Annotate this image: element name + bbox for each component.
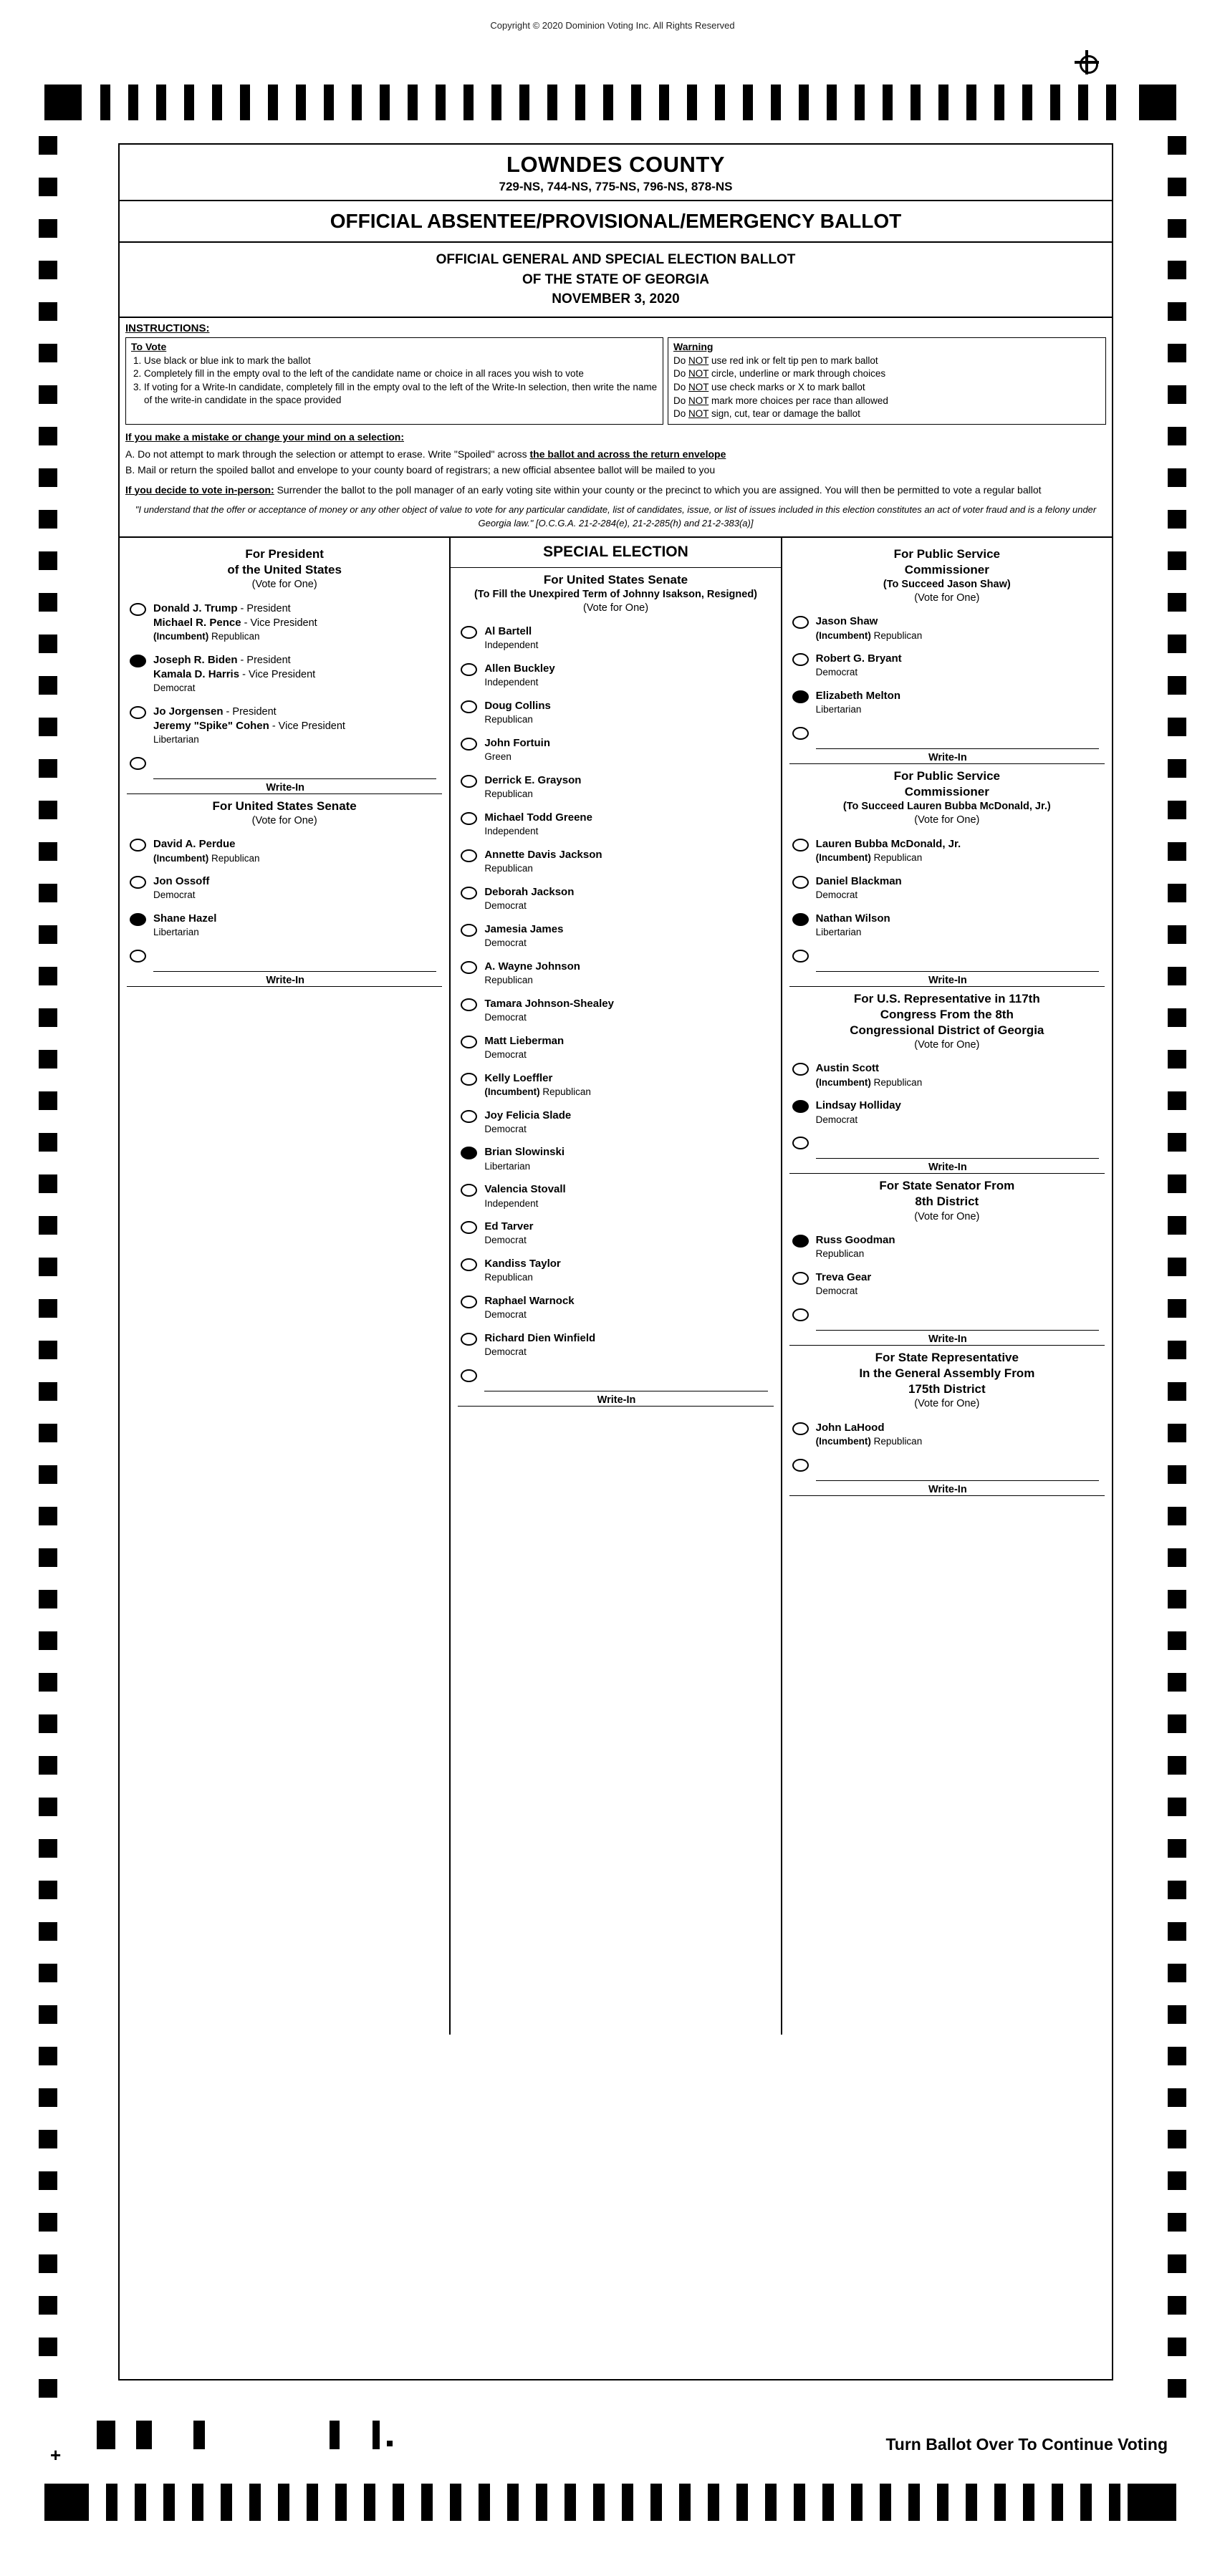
vote-oval[interactable]	[461, 1296, 477, 1308]
ballot-frame	[118, 143, 1113, 2380]
turn-ballot-over-text: Turn Ballot Over To Continue Voting	[885, 2435, 1168, 2454]
to-vote-title: To Vote	[131, 340, 167, 352]
write-in-line[interactable]	[816, 1459, 1099, 1481]
contest-title: For United States Senate (Vote for One)	[212, 799, 357, 826]
warning-item: Do NOT circle, underline or mark through choices	[673, 368, 886, 380]
contest-title: For Public Service Commissioner (To Succeed Jason Shaw) (Vote for One)	[883, 546, 1011, 604]
vote-oval[interactable]	[792, 616, 809, 629]
candidate-text: Brian Slowinski Libertarian	[484, 1146, 565, 1172]
candidate-text: Lauren Bubba McDonald, Jr. (Incumbent) Republican	[815, 837, 961, 863]
contest-title: For Public Service Commissioner (To Succeed Lauren Bubba McDonald, Jr.) (Vote for One)	[842, 769, 1051, 826]
write-in-block[interactable]	[789, 1304, 1105, 1345]
vote-oval[interactable]	[130, 876, 146, 889]
write-in-line[interactable]	[153, 950, 436, 972]
candidate-option[interactable]	[458, 1029, 773, 1066]
candidate-option[interactable]	[789, 1056, 1105, 1094]
candidate-option[interactable]	[458, 843, 773, 880]
write-in-label: Write-In	[928, 974, 967, 986]
candidate-option[interactable]	[458, 1252, 773, 1289]
vote-oval[interactable]	[461, 1110, 477, 1123]
write-in-block[interactable]	[789, 1455, 1105, 1495]
warning-title: Warning	[673, 340, 714, 352]
vote-oval[interactable]	[461, 1184, 477, 1197]
write-in-label: Write-In	[928, 752, 967, 764]
voter-fraud-affirmation: "I understand that the offer or acceptance of money or any other object of value to vote for any particular candidate, list of candidates, issue, or list of issues included in this election constitutes an act of voter fraud and is a felony under Georgia law." [O.C.G.A. 21-2-284(e), 21-2-285(h) and 21-2-383(a)]	[135, 504, 1097, 529]
to-vote-steps	[131, 354, 658, 407]
candidate-text: John LaHood (Incumbent) Republican	[815, 1421, 923, 1447]
mistake-option-b: B. Mail or return the spoiled ballot and envelope to your county board of registrars; a new official absentee ballot will be mailed to you	[125, 463, 716, 476]
contest-psc-shaw	[789, 542, 1105, 764]
ballot-column-2	[451, 538, 782, 2035]
contest-state-senate-8	[789, 1174, 1105, 1346]
candidate-text: Austin Scott (Incumbent) Republican	[815, 1062, 923, 1088]
candidate-list	[789, 832, 1105, 945]
candidate-option[interactable]	[458, 694, 773, 731]
ballot-column-1	[120, 538, 451, 2035]
vote-oval-filled[interactable]	[792, 1100, 809, 1113]
contest-title: For United States Senate (To Fill the Unexpired Term of Johnny Isakson, Resigned) (Vote for One)	[474, 572, 758, 614]
ballot-header	[120, 145, 1112, 201]
candidate-option[interactable]	[458, 1066, 773, 1104]
vote-oval[interactable]	[461, 738, 477, 751]
vote-oval[interactable]	[461, 1369, 477, 1382]
vote-oval[interactable]	[792, 727, 809, 740]
candidate-option[interactable]	[458, 992, 773, 1029]
write-in-label: Write-In	[928, 1333, 967, 1345]
warning-box	[668, 337, 1106, 425]
contest-us-senate-special	[458, 568, 773, 1407]
election-date: NOVEMBER 3, 2020	[552, 291, 680, 307]
candidate-text: Kandiss Taylor Republican	[484, 1258, 561, 1283]
vote-oval[interactable]	[792, 950, 809, 963]
candidate-text: Russ Goodman Republican	[815, 1234, 895, 1260]
copyright-notice: Copyright © 2020 Dominion Voting Inc. All Rights Reserved	[490, 20, 735, 31]
candidate-option[interactable]	[458, 619, 773, 657]
candidate-option[interactable]	[127, 597, 442, 648]
vote-oval[interactable]	[792, 1272, 809, 1285]
write-in-line[interactable]	[816, 727, 1099, 749]
candidate-option[interactable]	[458, 1104, 773, 1141]
candidate-text: Al Bartell Independent	[484, 625, 539, 651]
vote-oval[interactable]	[461, 1036, 477, 1048]
candidate-text: Michael Todd Greene Independent	[484, 811, 592, 837]
election-title-block	[120, 243, 1112, 318]
vote-oval-filled[interactable]	[792, 913, 809, 926]
warning-item: Do NOT use red ink or felt tip pen to mark ballot	[673, 354, 878, 366]
left-timing-marks	[39, 136, 57, 2399]
contest-title: For State Senator From 8th District (Vote for One)	[879, 1179, 1015, 1222]
contest-us-house-8	[789, 987, 1105, 1174]
candidate-text: Annette Davis Jackson Republican	[484, 848, 602, 874]
write-in-line[interactable]	[484, 1369, 767, 1391]
candidate-option[interactable]	[127, 869, 442, 907]
write-in-line[interactable]	[816, 1137, 1099, 1159]
candidate-option[interactable]	[458, 768, 773, 806]
candidate-text: Richard Dien Winfield Democrat	[484, 1332, 596, 1358]
write-in-block[interactable]	[789, 945, 1105, 986]
candidate-text: Kelly Loeffler (Incumbent) Republican	[484, 1071, 591, 1097]
candidate-option[interactable]	[458, 1215, 773, 1252]
candidate-option[interactable]	[458, 806, 773, 843]
in-person-title: If you decide to vote in-person:	[125, 483, 274, 496]
vote-oval[interactable]	[461, 924, 477, 937]
candidate-text: Raphael Warnock Democrat	[484, 1295, 575, 1321]
vote-oval[interactable]	[461, 663, 477, 676]
candidate-option[interactable]	[789, 907, 1105, 944]
vote-oval[interactable]	[461, 775, 477, 788]
vote-oval[interactable]	[461, 961, 477, 974]
candidate-text: Jo Jorgensen - President Jeremy "Spike" Cohen - Vice President Libertarian	[153, 705, 345, 745]
candidate-option[interactable]	[458, 955, 773, 992]
warning-item: Do NOT mark more choices per race than allowed	[673, 395, 888, 406]
registration-mark	[1075, 50, 1099, 74]
candidate-text: Donald J. Trump - President Michael R. Pence - Vice President (Incumbent) Republican	[153, 602, 317, 642]
vote-oval[interactable]	[461, 626, 477, 639]
write-in-label: Write-In	[928, 1483, 967, 1495]
candidate-list	[127, 597, 442, 753]
warning-list	[673, 354, 1100, 421]
vote-oval[interactable]	[792, 1063, 809, 1076]
contest-psc-mcdonald	[789, 764, 1105, 986]
election-title-line1: OFFICIAL GENERAL AND SPECIAL ELECTION BALLOT	[436, 252, 796, 267]
candidate-option[interactable]	[458, 731, 773, 768]
candidate-list	[789, 1056, 1105, 1132]
right-timing-marks	[1168, 136, 1186, 2399]
ballot-columns	[120, 538, 1112, 2035]
write-in-label: Write-In	[597, 1394, 636, 1407]
vote-oval[interactable]	[461, 887, 477, 899]
candidate-list	[458, 619, 773, 1365]
candidate-text: Tamara Johnson-Shealey Democrat	[484, 997, 614, 1023]
candidate-option[interactable]	[458, 917, 773, 955]
candidate-text: Ed Tarver Democrat	[484, 1220, 534, 1246]
vote-oval[interactable]	[792, 876, 809, 889]
candidate-list	[789, 1228, 1105, 1304]
candidate-option[interactable]	[789, 684, 1105, 721]
candidate-option[interactable]	[458, 1140, 773, 1177]
instructions-title: INSTRUCTIONS:	[125, 322, 210, 334]
warning-item: Do NOT use check marks or X to mark ballot	[673, 381, 865, 392]
candidate-text: Elizabeth Melton Libertarian	[815, 690, 900, 715]
write-in-block[interactable]	[127, 945, 442, 986]
candidate-list	[127, 832, 442, 945]
bottom-timing-marks	[44, 2484, 1176, 2521]
vote-oval[interactable]	[461, 1221, 477, 1234]
vote-oval[interactable]	[461, 812, 477, 825]
county-name: LOWNDES COUNTY	[506, 152, 725, 177]
candidate-text: Nathan Wilson Libertarian	[815, 912, 890, 937]
vote-oval[interactable]	[130, 706, 146, 719]
candidate-text: Valencia Stovall Independent	[484, 1183, 566, 1209]
vote-oval[interactable]	[461, 1073, 477, 1086]
contest-us-senate-regular	[127, 794, 442, 987]
candidate-text: Deborah Jackson Democrat	[484, 885, 575, 912]
instructions-block	[120, 318, 1112, 538]
vote-oval[interactable]	[792, 1308, 809, 1321]
candidate-option[interactable]	[789, 609, 1105, 647]
mistake-instructions	[125, 430, 1106, 478]
vote-oval[interactable]	[461, 998, 477, 1011]
candidate-option[interactable]	[789, 869, 1105, 907]
contest-title: For State Representative In the General Assembly From 175th District (Vote for One)	[859, 1350, 1035, 1410]
vote-oval-filled[interactable]	[792, 1235, 809, 1248]
in-person-text: Surrender the ballot to the poll manager of an early voting site within your county or the precinct to which you are assigned. You will then be permitted to vote a regular ballot	[274, 483, 1042, 496]
candidate-text: Jamesia James Democrat	[484, 922, 564, 948]
contest-state-rep-175	[789, 1346, 1105, 1496]
to-vote-step: 3. If voting for a Write-In candidate, completely fill in the empty oval to the left of the Write-In selection, then write the name of the write-in candidate in the space provided	[144, 381, 658, 407]
candidate-option[interactable]	[458, 1289, 773, 1326]
in-person-instructions	[125, 483, 1106, 498]
ballot-column-3	[782, 538, 1112, 2035]
contest-title: For U.S. Representative in 117th Congress From the 8th Congressional District of Georgia (Vote for One)	[850, 991, 1044, 1051]
candidate-option[interactable]	[789, 1416, 1105, 1453]
candidate-text: Derrick E. Grayson Republican	[484, 774, 582, 800]
candidate-list	[789, 609, 1105, 723]
candidate-option[interactable]	[458, 880, 773, 917]
candidate-option[interactable]	[127, 832, 442, 869]
to-vote-step: 2. Completely fill in the empty oval to the left of the candidate name or choice in all races you wish to vote	[144, 367, 658, 380]
to-vote-box	[125, 337, 663, 425]
candidate-text: Jason Shaw (Incumbent) Republican	[815, 615, 923, 641]
vote-oval-filled[interactable]	[130, 913, 146, 926]
write-in-label: Write-In	[266, 781, 305, 793]
vote-oval[interactable]	[792, 839, 809, 852]
candidate-text: Shane Hazel Libertarian	[153, 912, 217, 938]
vote-oval[interactable]	[792, 653, 809, 666]
write-in-line[interactable]	[816, 950, 1099, 972]
candidate-text: Matt Lieberman Democrat	[484, 1034, 565, 1060]
write-in-line[interactable]	[153, 757, 436, 779]
candidate-list	[789, 1416, 1105, 1455]
mistake-option-a: A. Do not attempt to mark through the selection or attempt to erase. Write "Spoiled" across the ballot and across the return envelope	[125, 448, 726, 460]
vote-oval[interactable]	[130, 950, 146, 963]
candidate-text: Allen Buckley Independent	[484, 662, 555, 688]
candidate-text: Lindsay Holliday Democrat	[815, 1099, 901, 1125]
write-in-block[interactable]	[789, 723, 1105, 763]
vote-oval[interactable]	[130, 603, 146, 616]
candidate-text: A. Wayne Johnson Republican	[484, 960, 580, 985]
precinct-list: 729-NS, 744-NS, 775-NS, 796-NS, 878-NS	[499, 180, 733, 193]
vote-oval[interactable]	[461, 1333, 477, 1346]
candidate-text: Jon Ossoff Democrat	[153, 875, 210, 901]
candidate-text: Daniel Blackman Democrat	[815, 874, 902, 900]
vote-oval[interactable]	[461, 700, 477, 713]
candidate-option[interactable]	[789, 1228, 1105, 1265]
vote-oval-filled[interactable]	[461, 1147, 477, 1159]
write-in-block[interactable]	[127, 753, 442, 793]
candidate-option[interactable]	[789, 1094, 1105, 1131]
candidate-option[interactable]	[127, 700, 442, 751]
alignment-plus: +	[50, 2444, 62, 2466]
candidate-option[interactable]	[458, 1326, 773, 1364]
to-vote-step: 1. Use black or blue ink to mark the ballot	[144, 354, 658, 367]
candidate-option[interactable]	[789, 1265, 1105, 1303]
candidate-option[interactable]	[127, 907, 442, 944]
candidate-text: John Fortuin Green	[484, 737, 550, 763]
candidate-text: Robert G. Bryant Democrat	[815, 652, 902, 678]
candidate-text: David A. Perdue (Incumbent) Republican	[153, 838, 260, 864]
mistake-title: If you make a mistake or change your mind on a selection:	[125, 430, 404, 443]
vote-oval[interactable]	[792, 1459, 809, 1472]
ballot-type-title: OFFICIAL ABSENTEE/PROVISIONAL/EMERGENCY BALLOT	[330, 210, 902, 232]
vote-oval[interactable]	[130, 839, 146, 852]
special-election-header: SPECIAL ELECTION	[451, 538, 780, 568]
candidate-text: Joy Felicia Slade Democrat	[484, 1109, 572, 1134]
candidate-text: Doug Collins Republican	[484, 700, 551, 725]
vote-oval[interactable]	[461, 849, 477, 862]
candidate-option[interactable]	[458, 1177, 773, 1215]
vote-oval-filled[interactable]	[130, 655, 146, 667]
election-title-line2: OF THE STATE OF GEORGIA	[522, 271, 710, 287]
contest-title: For President of the United States (Vote for One)	[227, 546, 342, 591]
warning-item: Do NOT sign, cut, tear or damage the ballot	[673, 408, 860, 420]
vote-oval[interactable]	[461, 1258, 477, 1271]
candidate-option[interactable]	[458, 657, 773, 694]
write-in-block[interactable]	[458, 1365, 773, 1406]
candidate-option[interactable]	[789, 832, 1105, 869]
write-in-label: Write-In	[928, 1162, 967, 1174]
candidate-text: Treva Gear Democrat	[815, 1271, 872, 1297]
candidate-text: Joseph R. Biden - President Kamala D. Harris - Vice President Democrat	[153, 653, 316, 693]
write-in-line[interactable]	[816, 1308, 1099, 1331]
top-timing-marks	[44, 85, 1176, 120]
write-in-label: Write-In	[266, 975, 305, 987]
vote-oval[interactable]	[792, 1137, 809, 1149]
contest-president	[127, 542, 442, 794]
vote-oval[interactable]	[792, 1422, 809, 1435]
candidate-option[interactable]	[789, 647, 1105, 684]
vote-oval[interactable]	[130, 757, 146, 770]
ballot-type-header	[120, 201, 1112, 243]
vote-oval-filled[interactable]	[792, 690, 809, 703]
candidate-option[interactable]	[127, 648, 442, 700]
write-in-block[interactable]	[789, 1132, 1105, 1173]
